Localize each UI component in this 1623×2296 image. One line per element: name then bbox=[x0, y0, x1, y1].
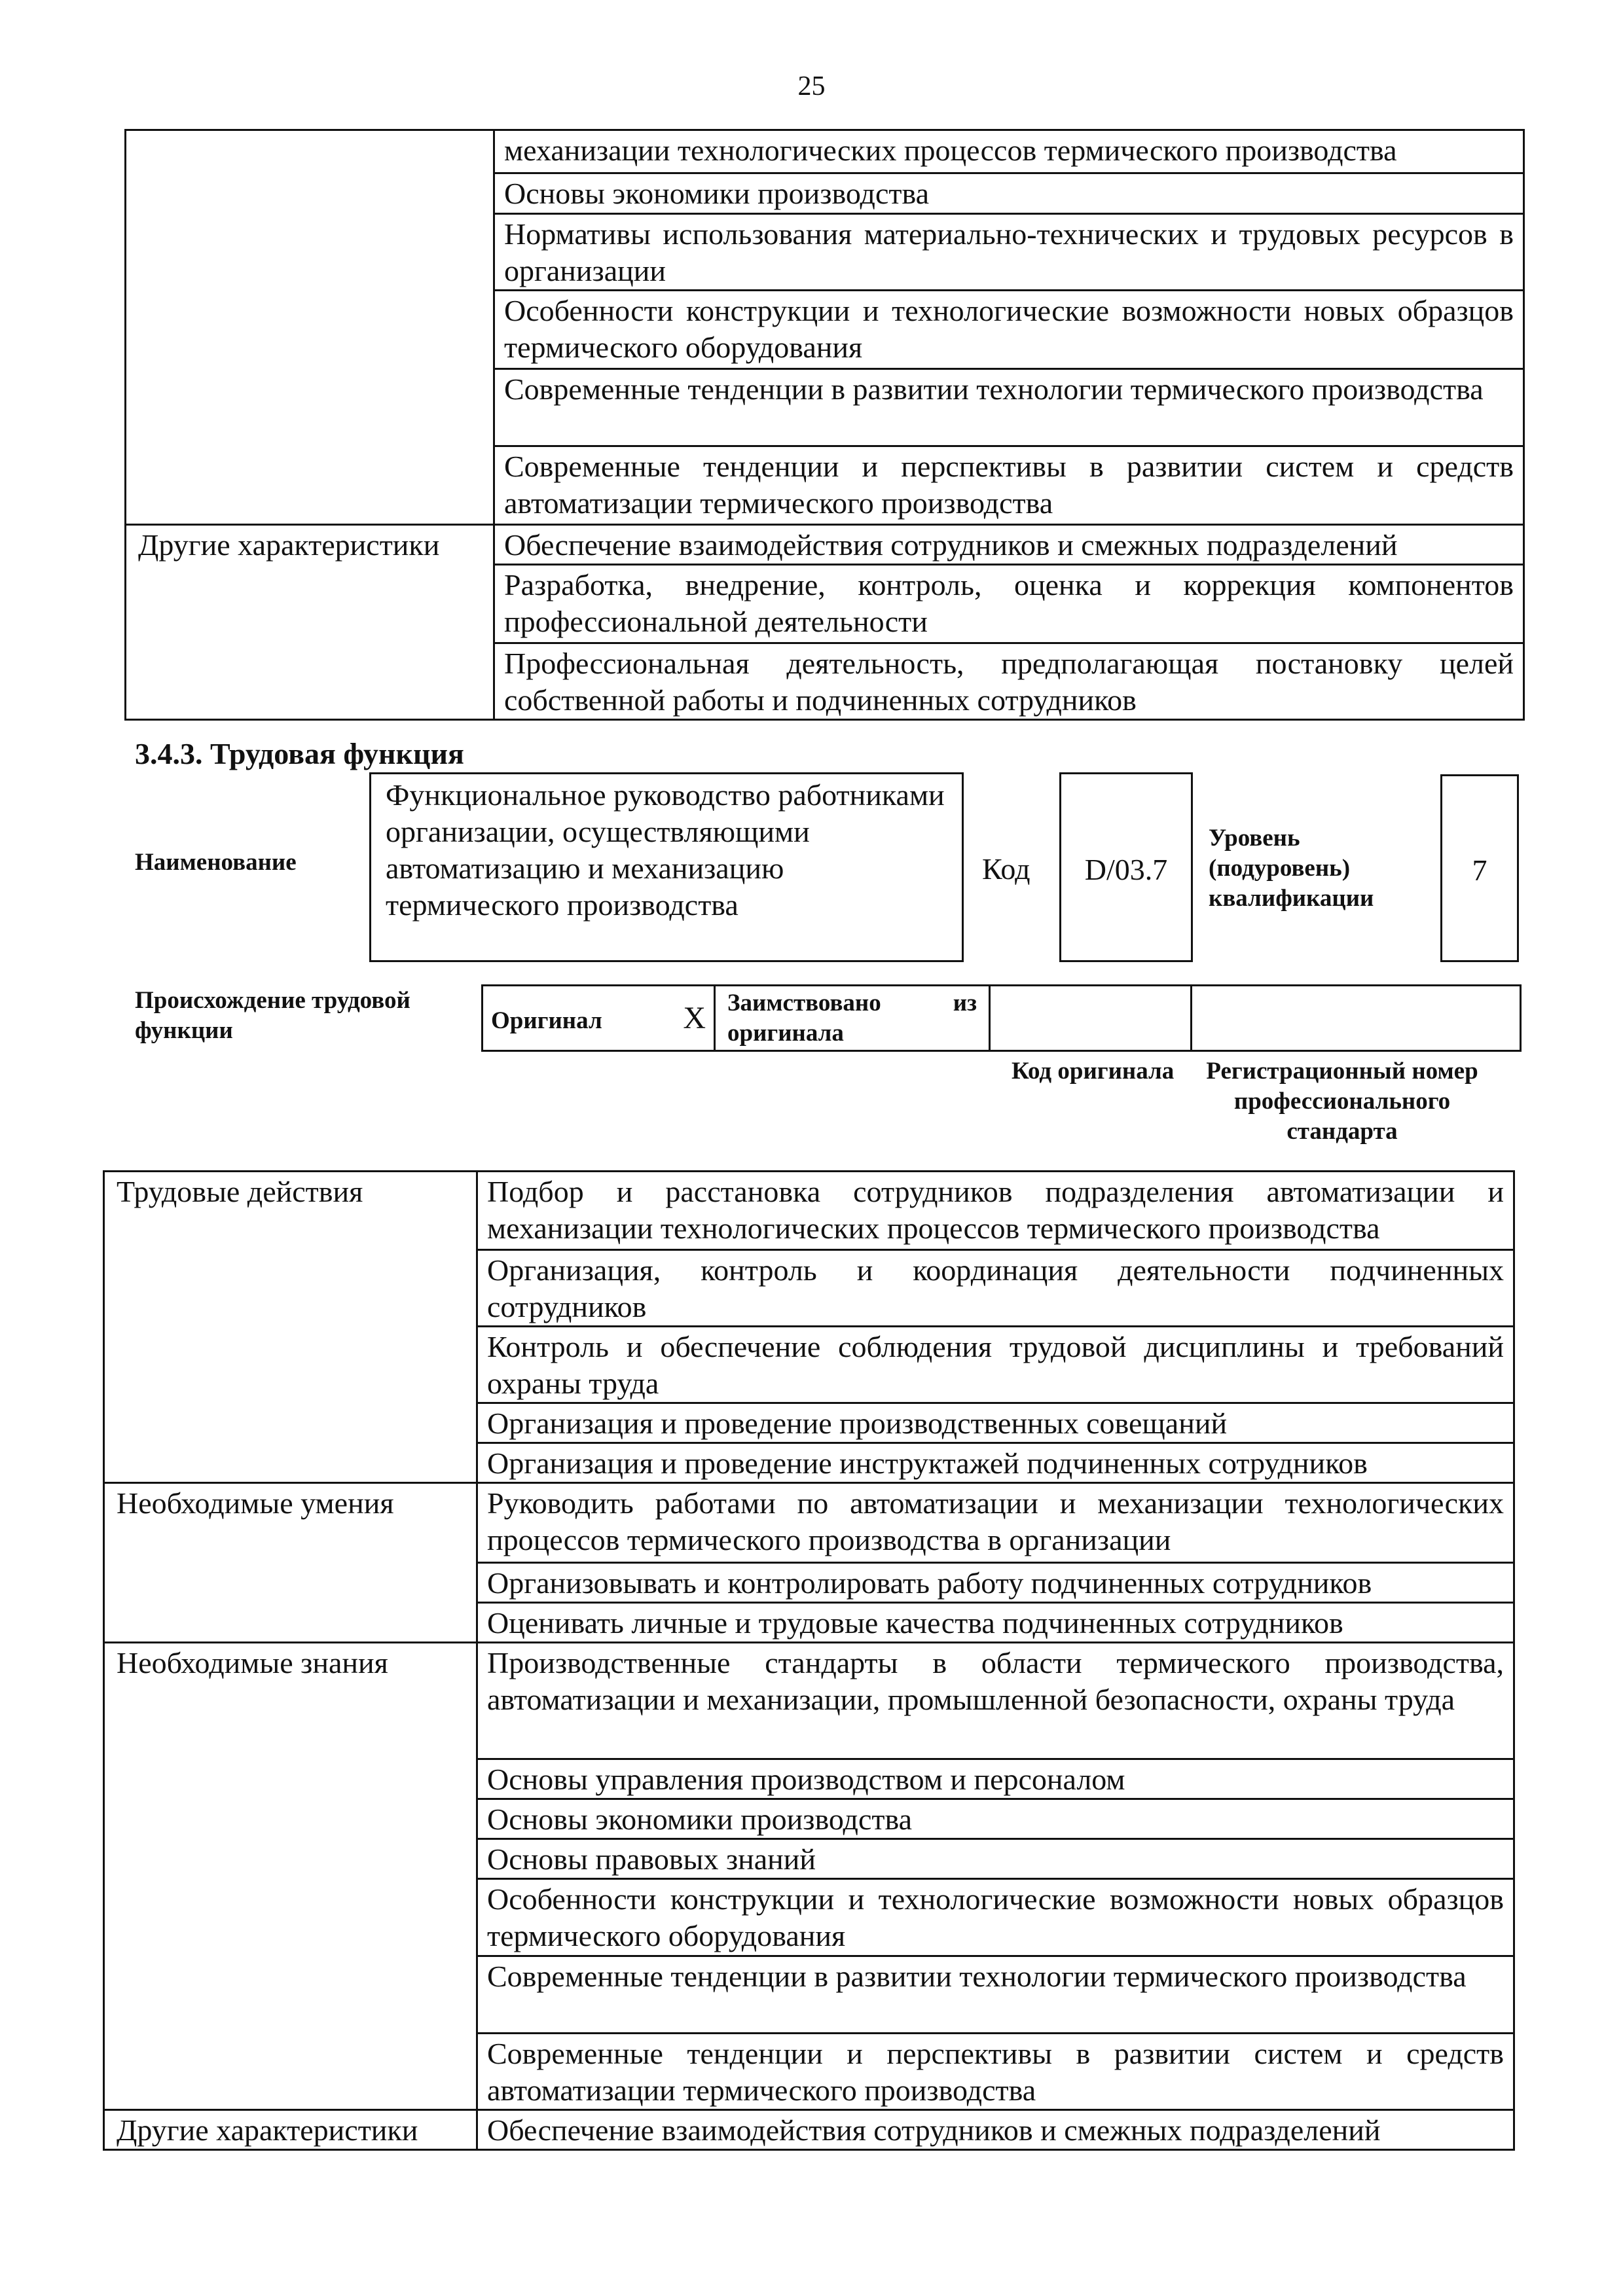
group-label: Другие характеристики bbox=[104, 2110, 477, 2150]
table-cell: Особенности конструкции и технологические возможности новых образцов термического оборудования bbox=[494, 291, 1524, 369]
group-label: Необходимые умения bbox=[104, 1483, 477, 1643]
table-cell: Организация и проведение инструктажей подчиненных сотрудников bbox=[477, 1443, 1514, 1483]
reg-number-caption: Регистрационный номер профессионального стандарта bbox=[1206, 1058, 1478, 1145]
origin-table bbox=[481, 984, 1522, 1052]
original-cell bbox=[483, 986, 715, 1051]
level-label: Уровень (подуровень) квалификации bbox=[1209, 825, 1374, 912]
code-box bbox=[1059, 772, 1193, 962]
original-label: Оригинал bbox=[491, 1007, 602, 1034]
name-value: Функциональное руководство работниками организации, осуществляющими автоматизацию и механизацию термического производства bbox=[386, 778, 945, 922]
code-label: Код bbox=[982, 852, 1030, 886]
code-value: D/03.7 bbox=[1084, 853, 1168, 886]
table-cell: Современные тенденции и перспективы в развитии систем и средств автоматизации термического производства bbox=[494, 446, 1524, 525]
borrowed-cell bbox=[715, 986, 990, 1051]
table-cell: Нормативы использования материально-технических и трудовых ресурсов в организации bbox=[494, 214, 1524, 291]
table-cell: Организовывать и контролировать работу подчиненных сотрудников bbox=[477, 1563, 1514, 1603]
name-box bbox=[369, 772, 964, 962]
table-cell: Производственные стандарты в области термического производства, автоматизации и механизации, промышленной безопасности, охраны труда bbox=[477, 1643, 1514, 1759]
table-cell: Основы экономики производства bbox=[477, 1799, 1514, 1839]
level-box bbox=[1440, 774, 1519, 962]
table-cell: Контроль и обеспечение соблюдения трудовой дисциплины и требований охраны труда bbox=[477, 1327, 1514, 1403]
table-cell: Особенности конструкции и технологические возможности новых образцов термического оборудования bbox=[477, 1879, 1514, 1956]
original-mark: X bbox=[683, 1000, 706, 1035]
page-number: 25 bbox=[797, 71, 826, 101]
level-value: 7 bbox=[1472, 853, 1487, 887]
origin-label: Происхождение трудовой функции bbox=[135, 987, 410, 1044]
top-table bbox=[124, 129, 1525, 721]
table-cell: Современные тенденции в развитии технологии термического производства bbox=[477, 1956, 1514, 2034]
table-cell: Подбор и расстановка сотрудников подразделения автоматизации и механизации технологических процессов термического производства bbox=[477, 1172, 1514, 1250]
table-cell: Основы управления производством и персоналом bbox=[477, 1759, 1514, 1799]
table-cell: Основы экономики производства bbox=[494, 173, 1524, 214]
main-table bbox=[103, 1170, 1515, 2151]
reg-number-cell bbox=[1192, 986, 1521, 1051]
code-original-caption: Код оригинала bbox=[1012, 1058, 1175, 1085]
group-label: Необходимые знания bbox=[104, 1643, 477, 2110]
table-cell: механизации технологических процессов термического производства bbox=[494, 130, 1524, 173]
table-cell: Профессиональная деятельность, предполагающая постановку целей собственной работы и подчиненных сотрудников bbox=[494, 643, 1524, 720]
group-label: Трудовые действия bbox=[104, 1172, 477, 1483]
table-cell: Основы правовых знаний bbox=[477, 1839, 1514, 1879]
table-cell: Современные тенденции и перспективы в развитии систем и средств автоматизации термического производства bbox=[477, 2034, 1514, 2110]
table-cell: Обеспечение взаимодействия сотрудников и смежных подразделений bbox=[494, 525, 1524, 565]
code-original-cell bbox=[990, 986, 1192, 1051]
table-cell: Руководить работами по автоматизации и механизации технологических процессов термического производства в организации bbox=[477, 1483, 1514, 1563]
section-title: 3.4.3. Трудовая функция bbox=[135, 737, 464, 770]
borrowed-label: Заимствовано из оригинала bbox=[727, 989, 977, 1047]
name-label: Наименование bbox=[135, 849, 297, 876]
table-cell: Организация и проведение производственных совещаний bbox=[477, 1403, 1514, 1443]
top-table-label: Другие характеристики bbox=[126, 525, 494, 720]
table-cell: Организация, контроль и координация деятельности подчиненных сотрудников bbox=[477, 1250, 1514, 1327]
table-cell: Современные тенденции в развитии технологии термического производства bbox=[494, 369, 1524, 446]
table-cell: Обеспечение взаимодействия сотрудников и смежных подразделений bbox=[477, 2110, 1514, 2150]
table-cell: Разработка, внедрение, контроль, оценка и коррекция компонентов профессиональной деятельности bbox=[494, 565, 1524, 643]
top-table-label-empty bbox=[126, 130, 494, 525]
table-cell: Оценивать личные и трудовые качества подчиненных сотрудников bbox=[477, 1603, 1514, 1643]
